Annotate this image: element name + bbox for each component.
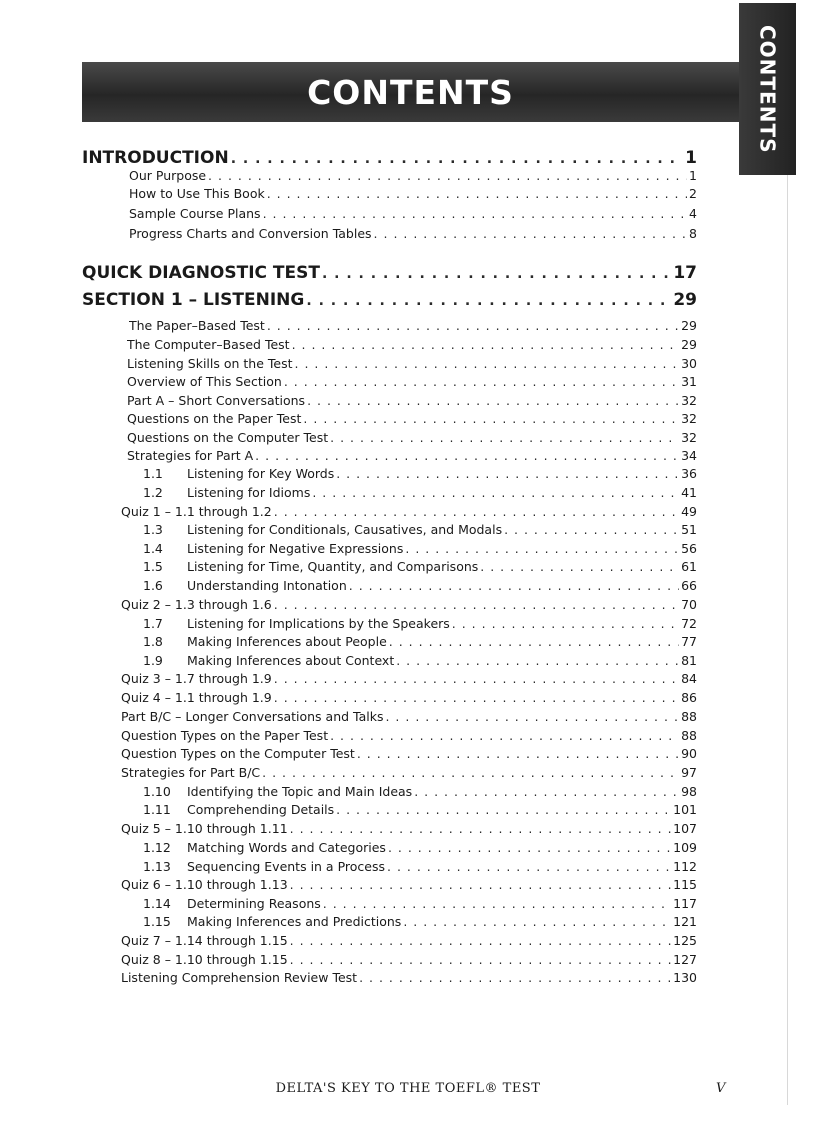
toc-page-number: 86 (681, 690, 697, 705)
toc-entry-title: Listening for Negative Expressions (187, 541, 404, 556)
toc-entry (143, 653, 697, 668)
contents-banner (82, 62, 739, 122)
toc-entry (121, 671, 697, 686)
toc-skill-number: 1.14 (143, 896, 171, 911)
toc-entry-title: Listening for Key Words (187, 466, 335, 481)
toc-page-number: 41 (681, 485, 697, 500)
toc-entry (143, 859, 697, 874)
toc-page-number: 29 (681, 318, 697, 333)
toc-leader-dots (480, 559, 679, 574)
toc-entry-title: Progress Charts and Conversion Tables (129, 226, 372, 241)
toc-page-number: 51 (681, 522, 697, 537)
toc-page-number: 90 (681, 746, 697, 761)
toc-skill-number: 1.10 (143, 784, 171, 799)
toc-entry (143, 784, 697, 799)
toc-page-number: 121 (673, 914, 697, 929)
toc-leader-dots (385, 709, 679, 724)
toc-entry (121, 504, 697, 519)
toc-skill-number: 1.9 (143, 653, 163, 668)
toc-entry (127, 430, 697, 445)
toc-entry-title: Listening for Implications by the Speakers (187, 616, 450, 631)
toc-entry (143, 840, 697, 855)
toc-page-number: 112 (673, 859, 697, 874)
toc-entry (129, 226, 697, 241)
toc-entry-title: INTRODUCTION (82, 148, 229, 168)
toc-leader-dots (290, 952, 671, 967)
toc-page-number: 72 (681, 616, 697, 631)
toc-entry (143, 634, 697, 649)
toc-page-number: 56 (681, 541, 697, 556)
toc-leader-dots (330, 728, 679, 743)
toc-entry-title: Question Types on the Computer Test (121, 746, 355, 761)
toc-page-number: 32 (681, 430, 697, 445)
toc-entry-title: Sequencing Events in a Process (187, 859, 385, 874)
toc-entry (121, 821, 697, 836)
toc-entry (143, 896, 697, 911)
toc-entry (129, 168, 697, 183)
footer-page-number: V (716, 1081, 726, 1096)
toc-entry-title: QUICK DIAGNOSTIC TEST (82, 263, 320, 283)
toc-entry-title: Overview of This Section (127, 374, 282, 389)
toc-page-number: 66 (681, 578, 697, 593)
toc-leader-dots (262, 765, 679, 780)
toc-entry-title: The Computer–Based Test (127, 337, 290, 352)
toc-entry-title: Quiz 5 – 1.10 through 1.11 (121, 821, 288, 836)
toc-page-number: 88 (681, 728, 697, 743)
toc-entry-title: How to Use This Book (129, 186, 265, 201)
toc-leader-dots (255, 448, 679, 463)
toc-entry-title: Listening Comprehension Review Test (121, 970, 358, 985)
toc-skill-number: 1.11 (143, 802, 171, 817)
toc-leader-dots (359, 970, 671, 985)
toc-entry-title: Our Purpose (129, 168, 207, 183)
toc-skill-number: 1.8 (143, 634, 163, 649)
toc-entry (121, 765, 697, 780)
toc-page-number: 81 (681, 653, 697, 668)
toc-entry (127, 411, 697, 426)
toc-leader-dots (349, 578, 679, 593)
toc-skill-number: 1.1 (143, 466, 163, 481)
toc-section (82, 290, 697, 310)
toc-leader-dots (274, 597, 679, 612)
toc-entry-title: Determining Reasons (187, 896, 321, 911)
toc-page-number: 130 (673, 970, 697, 985)
toc-entry-title: Listening Skills on the Test (127, 356, 293, 371)
toc-entry-title: Quiz 4 – 1.1 through 1.9 (121, 690, 272, 705)
toc-entry-title: Questions on the Computer Test (127, 430, 329, 445)
toc-leader-dots (267, 318, 679, 333)
toc-leader-dots (403, 914, 671, 929)
toc-entry-title: Part B/C – Longer Conversations and Talks (121, 709, 384, 724)
toc-entry (121, 690, 697, 705)
toc-leader-dots (306, 293, 671, 309)
contents-side-tab (739, 3, 796, 175)
toc-leader-dots (231, 151, 683, 167)
toc-entry-title: Making Inferences about People (187, 634, 387, 649)
toc-leader-dots (267, 186, 687, 201)
toc-leader-dots (290, 877, 671, 892)
toc-entry (121, 746, 697, 761)
toc-page-number: 17 (673, 263, 697, 283)
toc-skill-number: 1.15 (143, 914, 171, 929)
toc-leader-dots (388, 840, 671, 855)
toc-entry (121, 970, 697, 985)
toc-leader-dots (322, 266, 671, 282)
toc-page-number: 32 (681, 411, 697, 426)
page-footer (0, 1081, 816, 1101)
toc-page-number: 31 (681, 374, 697, 389)
toc-page-number: 127 (673, 952, 697, 967)
toc-leader-dots (357, 746, 679, 761)
page-title: CONTENTS (307, 72, 514, 112)
toc-page-number: 88 (681, 709, 697, 724)
toc-page-number: 125 (673, 933, 697, 948)
toc-entry-title: Question Types on the Paper Test (121, 728, 329, 743)
toc-entry (121, 728, 697, 743)
toc-page-number: 4 (689, 206, 697, 221)
toc-leader-dots (396, 653, 679, 668)
toc-entry (121, 709, 697, 724)
toc-leader-dots (405, 541, 679, 556)
toc-skill-number: 1.4 (143, 541, 163, 556)
toc-entry-title: Understanding Intonation (187, 578, 347, 593)
toc-entry (129, 186, 697, 201)
toc-page-number: 32 (681, 393, 697, 408)
toc-entry-title: Making Inferences and Predictions (187, 914, 402, 929)
toc-entry-title: Sample Course Plans (129, 206, 261, 221)
toc-entry (121, 597, 697, 612)
toc-leader-dots (414, 784, 679, 799)
page-edge-line (787, 175, 788, 1105)
toc-entry (129, 206, 697, 221)
toc-page-number: 61 (681, 559, 697, 574)
toc-page-number: 49 (681, 504, 697, 519)
toc-entry-title: Matching Words and Categories (187, 840, 386, 855)
toc-skill-number: 1.2 (143, 485, 163, 500)
toc-leader-dots (307, 393, 679, 408)
toc-page-number: 115 (673, 877, 697, 892)
toc-leader-dots (330, 430, 679, 445)
toc-page-number: 101 (673, 802, 697, 817)
toc-entry-title: Quiz 8 – 1.10 through 1.15 (121, 952, 288, 967)
toc-page-number: 98 (681, 784, 697, 799)
toc-entry-title: Quiz 2 – 1.3 through 1.6 (121, 597, 272, 612)
toc-page-number: 1 (689, 168, 697, 183)
toc-leader-dots (295, 356, 680, 371)
toc-skill-number: 1.5 (143, 559, 163, 574)
toc-entry (143, 802, 697, 817)
toc-entry (143, 914, 697, 929)
toc-entry (143, 578, 697, 593)
toc-entry-title: Quiz 6 – 1.10 through 1.13 (121, 877, 288, 892)
toc-skill-number: 1.3 (143, 522, 163, 537)
toc-leader-dots (374, 226, 688, 241)
toc-leader-dots (389, 634, 679, 649)
toc-leader-dots (274, 504, 679, 519)
toc-leader-dots (452, 616, 679, 631)
toc-page-number: 2 (689, 186, 697, 201)
toc-page-number: 36 (681, 466, 697, 481)
toc-entry-title: Strategies for Part A (127, 448, 254, 463)
toc-leader-dots (312, 485, 679, 500)
toc-entry (143, 485, 697, 500)
toc-entry (127, 356, 697, 371)
toc-leader-dots (290, 933, 671, 948)
toc-entry (143, 559, 697, 574)
toc-leader-dots (284, 374, 679, 389)
toc-section (82, 148, 697, 168)
toc-entry (127, 337, 697, 352)
toc-leader-dots (303, 411, 679, 426)
toc-entry-title: Strategies for Part B/C (121, 765, 261, 780)
toc-entry-title: Quiz 7 – 1.14 through 1.15 (121, 933, 288, 948)
toc-page-number: 107 (673, 821, 697, 836)
toc-entry (127, 374, 697, 389)
toc-leader-dots (290, 821, 671, 836)
toc-entry-title: SECTION 1 – LISTENING (82, 290, 305, 310)
footer-book-title: DELTA'S KEY TO THE TOEFL® TEST (275, 1081, 541, 1096)
toc-entry-title: Comprehending Details (187, 802, 335, 817)
toc-page-number: 117 (673, 896, 697, 911)
toc-entry-title: Making Inferences about Context (187, 653, 395, 668)
toc-entry-title: Identifying the Topic and Main Ideas (187, 784, 413, 799)
side-tab-label: CONTENTS (755, 24, 780, 154)
toc-section (82, 263, 697, 283)
toc-entry (129, 318, 697, 333)
toc-entry (121, 933, 697, 948)
toc-page-number: 1 (685, 148, 697, 168)
toc-leader-dots (208, 168, 687, 183)
toc-skill-number: 1.6 (143, 578, 163, 593)
toc-skill-number: 1.7 (143, 616, 163, 631)
toc-leader-dots (274, 671, 679, 686)
toc-leader-dots (336, 802, 671, 817)
toc-entry-title: Questions on the Paper Test (127, 411, 302, 426)
toc-page-number: 29 (673, 290, 697, 310)
toc-page-number: 77 (681, 634, 697, 649)
toc-entry-title: Quiz 1 – 1.1 through 1.2 (121, 504, 272, 519)
toc-page-number: 34 (681, 448, 697, 463)
toc-page-number: 8 (689, 226, 697, 241)
toc-entry (143, 522, 697, 537)
toc-leader-dots (292, 337, 680, 352)
toc-entry (143, 466, 697, 481)
toc-leader-dots (504, 522, 679, 537)
toc-entry (121, 952, 697, 967)
toc-entry-title: The Paper–Based Test (129, 318, 265, 333)
toc-leader-dots (274, 690, 679, 705)
toc-page-number: 97 (681, 765, 697, 780)
toc-skill-number: 1.13 (143, 859, 171, 874)
toc-leader-dots (263, 206, 687, 221)
toc-entry (121, 877, 697, 892)
toc-entry (127, 393, 697, 408)
toc-entry-title: Quiz 3 – 1.7 through 1.9 (121, 671, 272, 686)
toc-page-number: 30 (681, 356, 697, 371)
toc-leader-dots (387, 859, 671, 874)
toc-entry-title: Part A – Short Conversations (127, 393, 306, 408)
toc-entry-title: Listening for Time, Quantity, and Comparisons (187, 559, 479, 574)
toc-leader-dots (336, 466, 679, 481)
toc-entry (143, 616, 697, 631)
toc-leader-dots (323, 896, 671, 911)
toc-entry-title: Listening for Conditionals, Causatives, and Modals (187, 522, 503, 537)
toc-page-number: 70 (681, 597, 697, 612)
toc-page-number: 29 (681, 337, 697, 352)
toc-entry (143, 541, 697, 556)
toc-page-number: 84 (681, 671, 697, 686)
toc-entry (127, 448, 697, 463)
toc-skill-number: 1.12 (143, 840, 171, 855)
toc-page-number: 109 (673, 840, 697, 855)
toc-entry-title: Listening for Idioms (187, 485, 311, 500)
